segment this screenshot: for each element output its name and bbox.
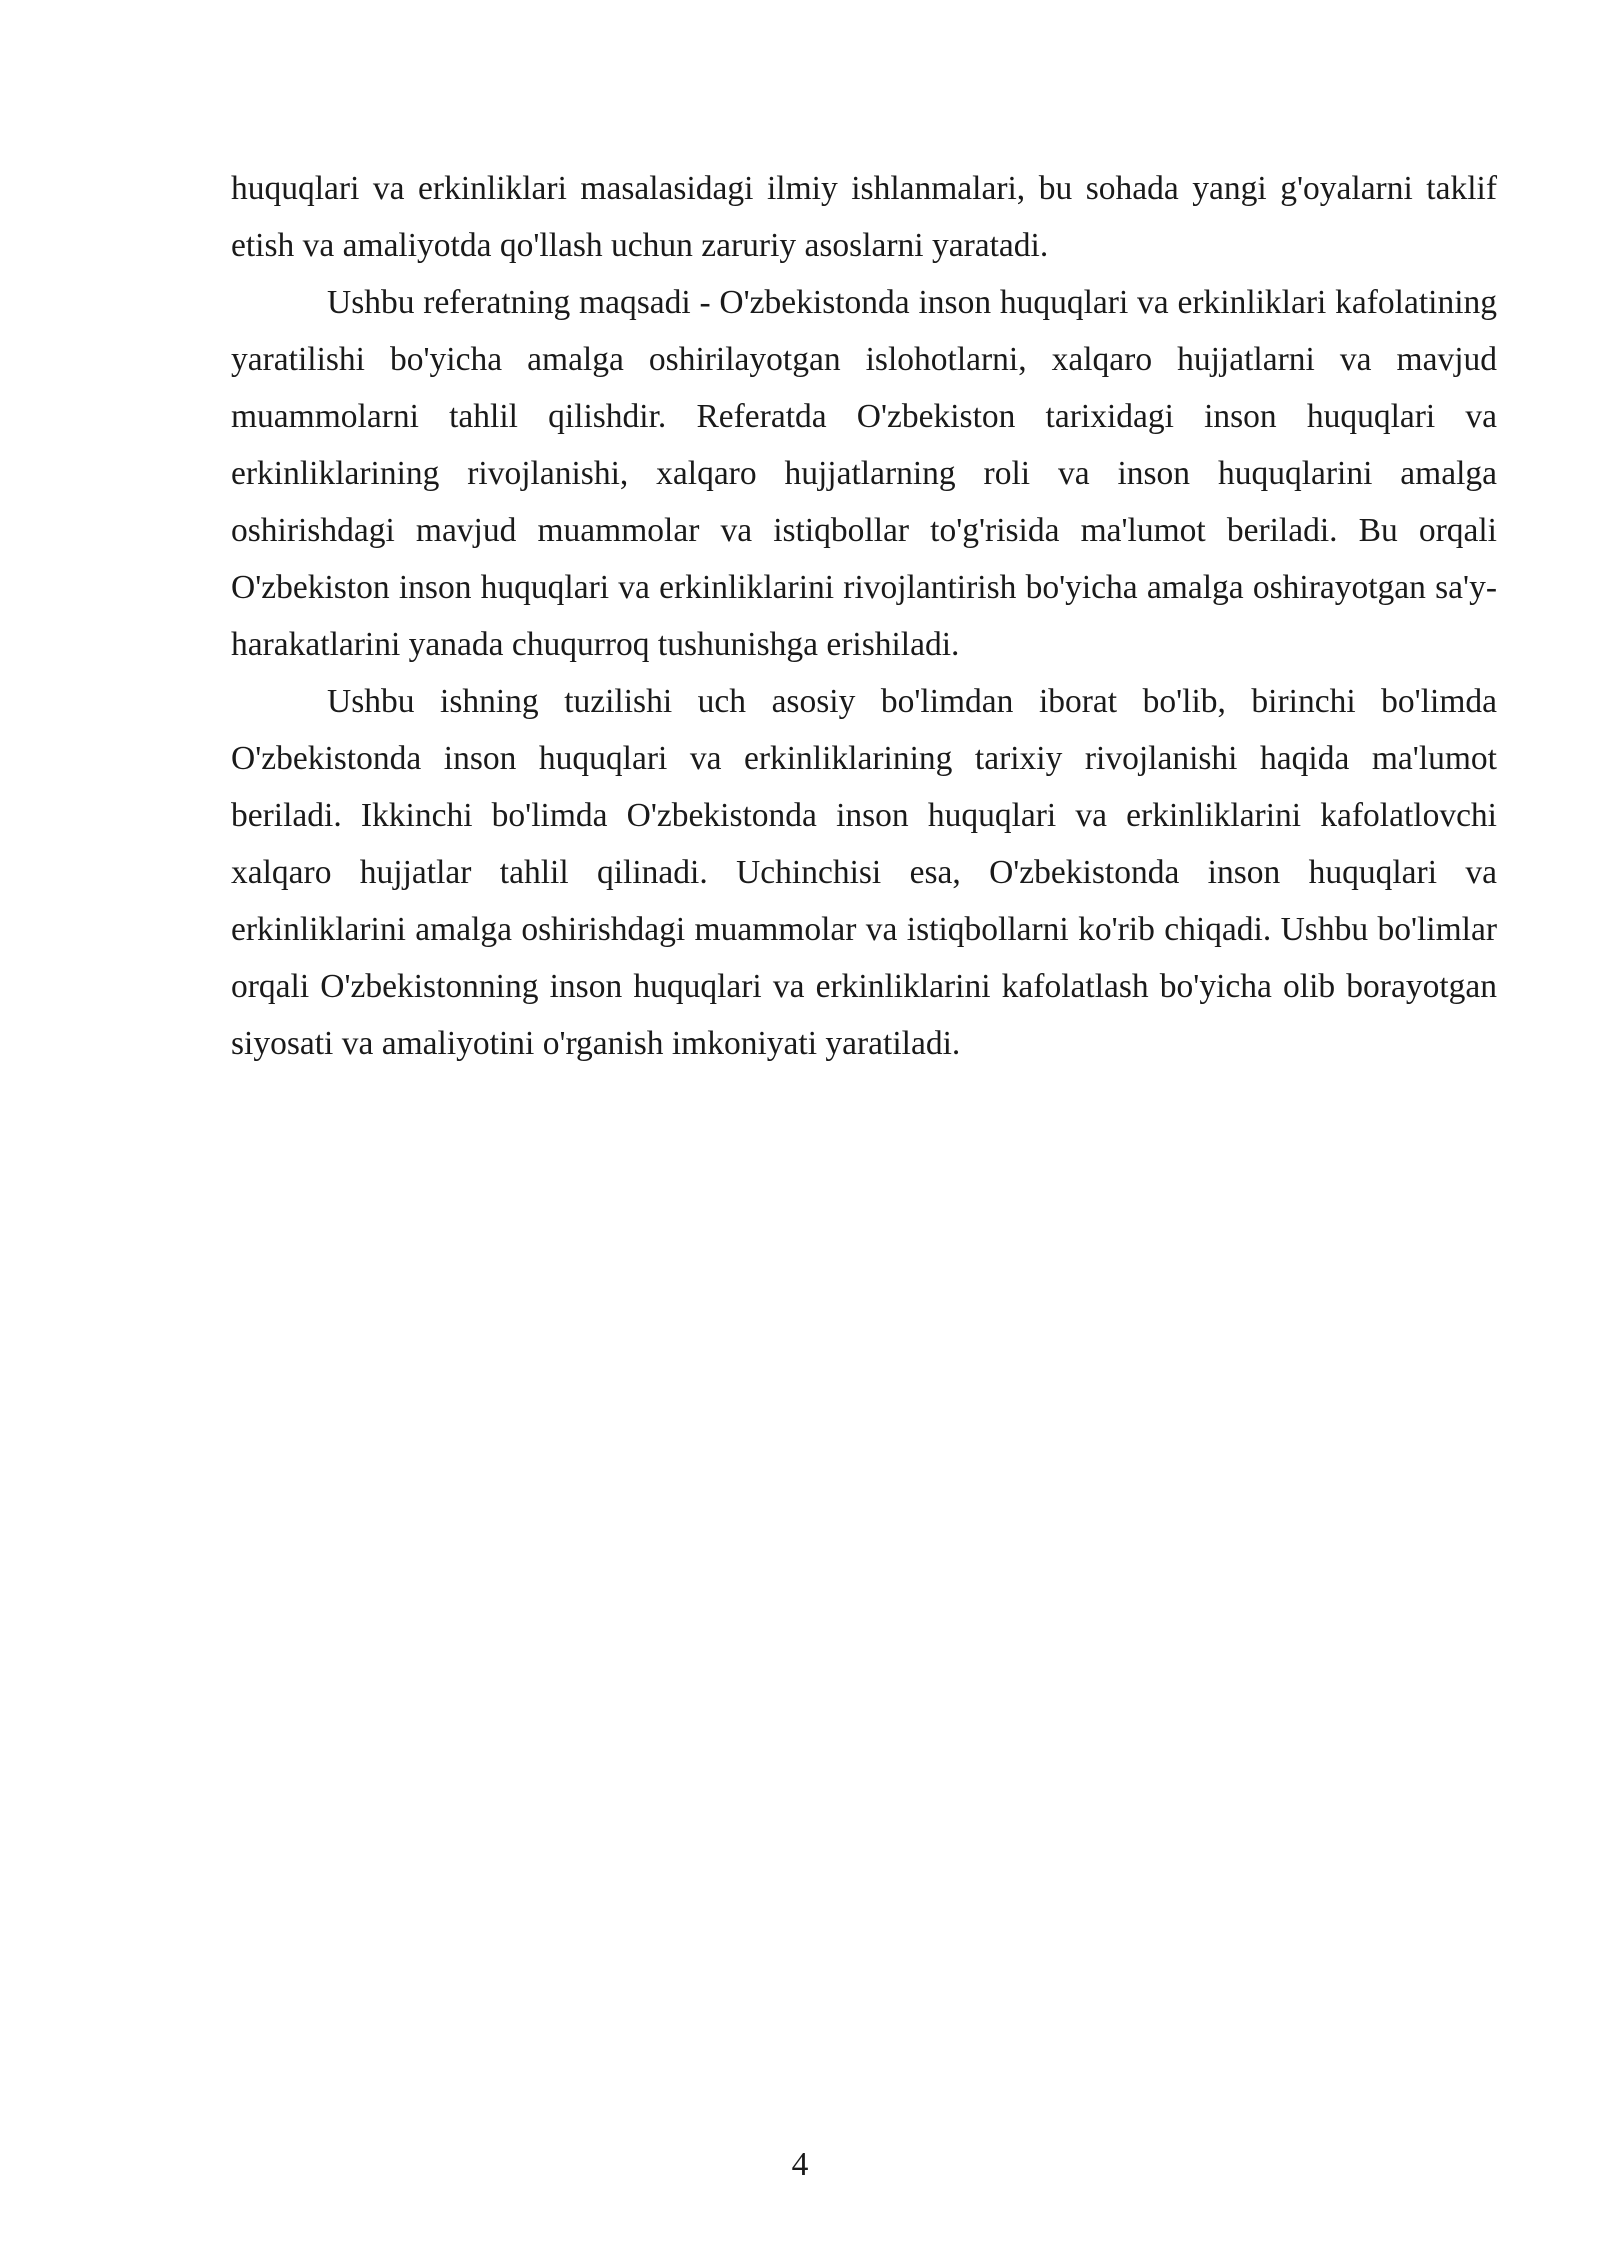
paragraph-continuation: huquqlari va erkinliklari masalasidagi ilmiy ishlanmalari, bu sohada yangi g'oyalarni taklif etish va amaliyotda qo'llash uchun zaruriy asoslarni yaratadi. — [231, 170, 1497, 264]
paragraph-structure: Ushbu ishning tuzilishi uch asosiy bo'limdan iborat bo'lib, birinchi bo'limda O'zbekistonda inson huquqlari va erkinliklarining tarixiy rivojlanishi haqida ma'lumot beriladi. Ikkinchi bo'limda O'zbekistonda inson huquqlari va erkinliklarini kafolatlovchi xalqaro hujjatlar tahlil qilinadi. Uchinchisi esa, O'zbekistonda inson huquqlari va erkinliklarini amalga oshirishdagi muammolar va istiqbollarni ko'rib chiqadi. Ushbu bo'limlar orqali O'zbekistonning inson huquqlari va erkinliklarini kafolatlash bo'yicha olib borayotgan siyosati va amaliyotini o'rganish imkoniyati yaratiladi. — [231, 683, 1497, 1062]
page-number: 4 — [791, 2146, 809, 2183]
paragraph-purpose: Ushbu referatning maqsadi - O'zbekistonda inson huquqlari va erkinliklari kafolatining yaratilishi bo'yicha amalga oshirilayotgan islohotlarni, xalqaro hujjatlarni va mavjud muammolarni tahlil qilishdir. Referatda O'zbekiston tarixidagi inson huquqlari va erkinliklarining rivojlanishi, xalqaro hujjatlarning roli va inson huquqlarini amalga oshirishdagi mavjud muammolar va istiqbollar to'g'risida ma'lumot beriladi. Bu orqali O'zbekiston inson huquqlari va erkinliklarini rivojlantirish bo'yicha amalga oshirayotgan sa'y-harakatlarini yanada chuqurroq tushunishga erishiladi. — [231, 284, 1497, 663]
document-body — [231, 160, 1497, 1072]
